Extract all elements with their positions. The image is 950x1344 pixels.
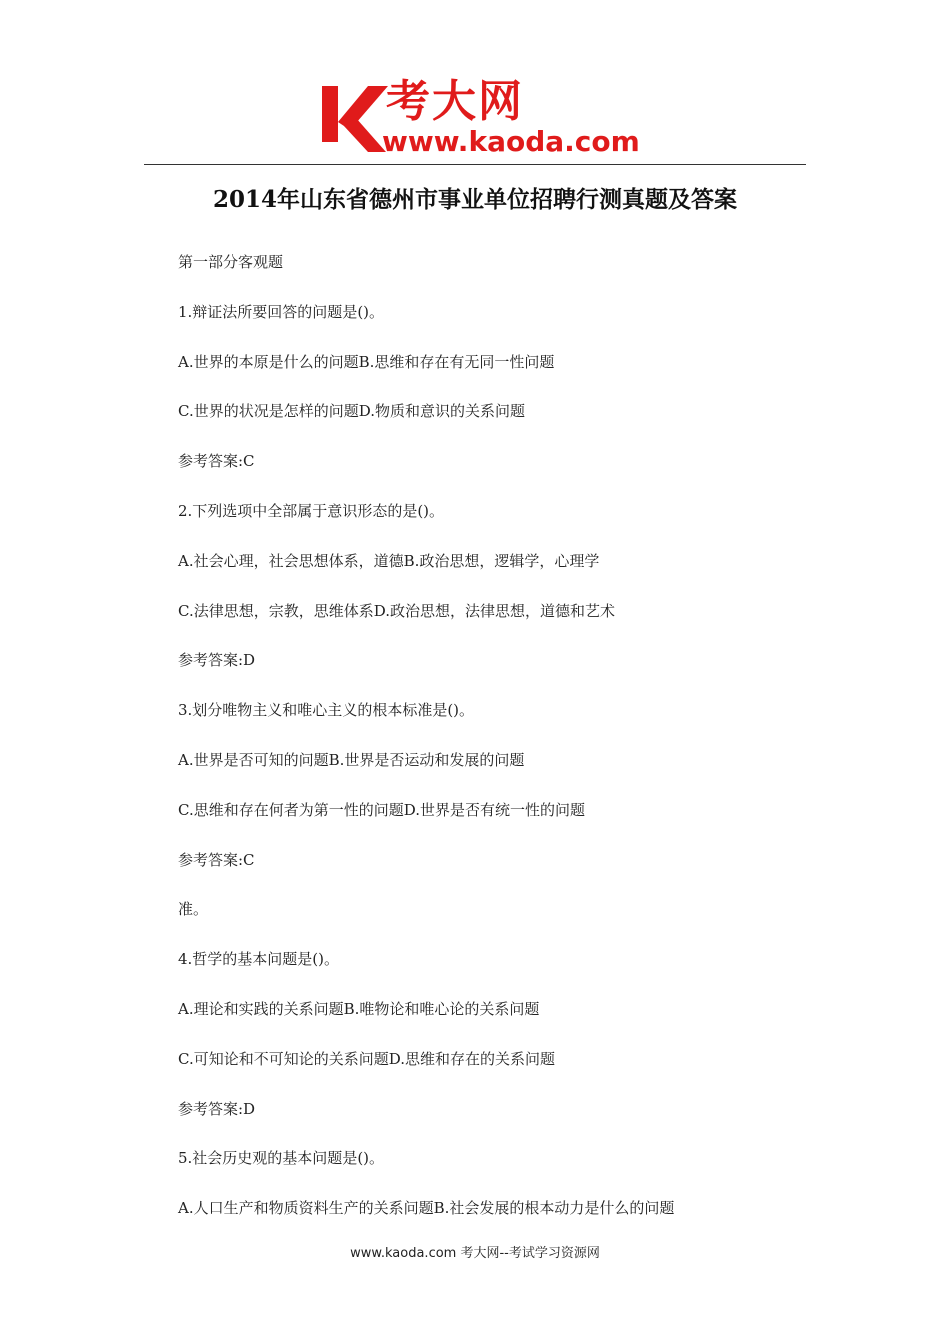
question-2: 2.下列选项中全部属于意识形态的是()。 <box>178 501 445 520</box>
logo-url-text: www.kaoda.com <box>382 125 640 158</box>
question-1-answer: 参考答案:C <box>178 452 255 471</box>
stray-text: 准。 <box>178 900 209 919</box>
question-content <box>178 250 818 1246</box>
question-5-options-ab: A.人口生产和物质资料生产的关系问题B.社会发展的根本动力是什么的问题 <box>178 1199 675 1218</box>
question-3-options-ab: A.世界是否可知的问题B.世界是否运动和发展的问题 <box>178 750 525 769</box>
question-3-options-cd: C.思维和存在何者为第一性的问题D.世界是否有统一性的问题 <box>178 800 585 819</box>
question-3: 3.划分唯物主义和唯心主义的根本标准是()。 <box>178 701 475 720</box>
question-4-options-ab: A.理论和实践的关系问题B.唯物论和唯心论的关系问题 <box>178 999 540 1018</box>
header-divider <box>144 164 806 165</box>
document-title: 2014年山东省德州市事业单位招聘行测真题及答案 <box>212 186 737 213</box>
question-2-options-cd: C.法律思想，宗教，思维体系D.政治思想，法律思想，道德和艺术 <box>178 601 615 620</box>
logo-brand-text: 考大网 <box>386 76 524 127</box>
question-4-options-cd: C.可知论和不可知论的关系问题D.思维和存在的关系问题 <box>178 1049 555 1068</box>
question-1-options-cd: C.世界的状况是怎样的问题D.物质和意识的关系问题 <box>178 402 525 421</box>
section-heading: 第一部分客观题 <box>178 253 284 271</box>
question-2-options-ab: A.社会心理，社会思想体系，道德B.政治思想，逻辑学，心理学 <box>178 551 600 570</box>
question-5: 5.社会历史观的基本问题是()。 <box>178 1149 385 1168</box>
question-1-options-ab: A.世界的本原是什么的问题B.思维和存在有无同一性问题 <box>178 352 555 371</box>
page-footer: www.kaoda.com 考大网--考试学习资源网 <box>350 1246 600 1261</box>
question-3-answer: 参考答案:C <box>178 850 255 869</box>
question-4-answer: 参考答案:D <box>178 1099 256 1118</box>
question-4: 4.哲学的基本问题是()。 <box>178 950 340 969</box>
question-2-answer: 参考答案:D <box>178 651 256 670</box>
kaoda-logo <box>316 78 646 160</box>
question-1: 1.辩证法所要回答的问题是()。 <box>178 302 385 321</box>
